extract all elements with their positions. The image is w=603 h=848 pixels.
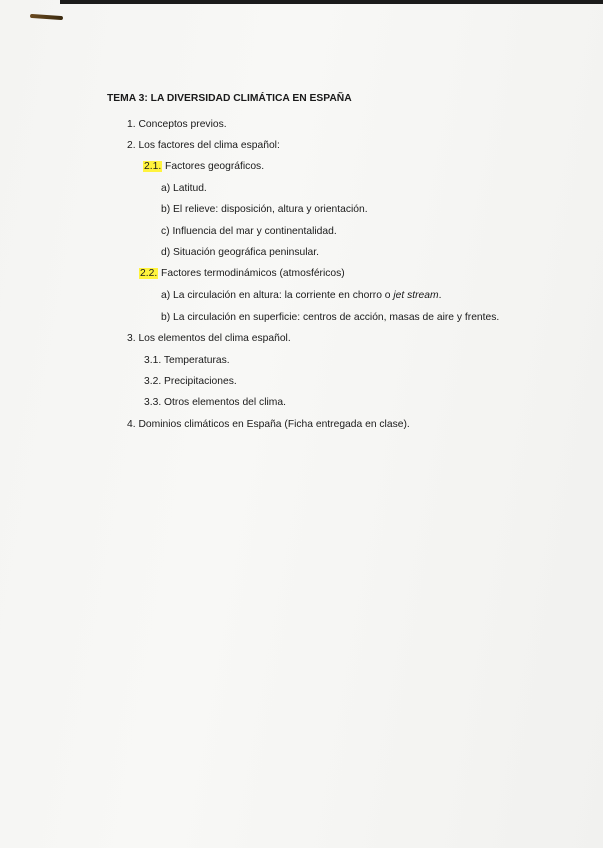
item-3-2: 3.2. Precipitaciones. [144,376,237,387]
item-2-2-a-jet-stream: jet stream [393,290,439,301]
document-title: TEMA 3: LA DIVERSIDAD CLIMÁTICA EN ESPAÑA [107,93,352,104]
item-2-1-label: Factores geográficos. [162,161,265,172]
item-2-2-a-text: a) La circulación en altura: la corriente en chorro o [161,290,394,301]
item-3-3: 3.3. Otros elementos del clima. [144,397,286,408]
page-top-edge [60,0,603,4]
item-2-1-c: c) Influencia del mar y continentalidad. [161,226,337,237]
item-2-2-label: Factores termodinámicos (atmosféricos) [158,268,345,279]
item-2: 2. Los factores del clima español: [127,140,280,151]
item-2-2 [139,268,345,279]
item-3: 3. Los elementos del clima español. [127,333,291,344]
item-2-2-a [161,290,441,301]
item-2-1-a: a) Latitud. [161,183,207,194]
item-2-1-d: d) Situación geográfica peninsular. [161,247,319,258]
item-3-1: 3.1. Temperaturas. [144,355,230,366]
item-2-1-b: b) El relieve: disposición, altura y orientación. [161,204,368,215]
item-2-1 [143,161,264,172]
item-2-2-a-end: . [438,290,442,301]
item-2-2-number: 2.2. [140,268,158,279]
item-4: 4. Dominios climáticos en España (Ficha entregada en clase). [127,419,410,430]
item-2-1-number: 2.1. [144,161,162,172]
staple-mark [30,14,63,20]
item-2-2-b: b) La circulación en superficie: centros de acción, masas de aire y frentes. [161,312,500,323]
item-1: 1. Conceptos previos. [127,119,227,130]
